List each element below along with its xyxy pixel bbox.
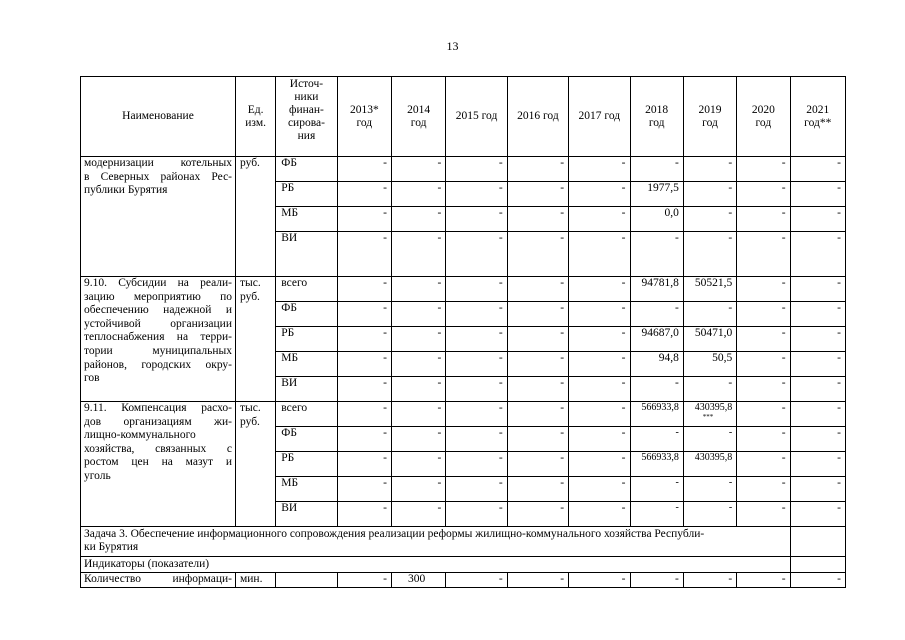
value-cell: - xyxy=(446,402,507,427)
value-cell: - xyxy=(337,573,391,588)
header-year-2017: 2017 год xyxy=(569,77,630,157)
value-cell: - xyxy=(337,232,391,277)
item-name-line: 9.11. Компенсация расхо- xyxy=(84,402,232,414)
value-cell: - xyxy=(569,427,630,452)
item-name-line: модернизации котельных xyxy=(84,157,232,169)
item-name-line: уголь xyxy=(84,469,111,482)
value-cell: - xyxy=(391,157,445,182)
value-cell: - xyxy=(737,502,790,527)
item-name xyxy=(81,277,236,402)
item-name-line: тории муниципальных xyxy=(84,344,232,357)
value-cell: - xyxy=(446,277,507,302)
value-cell: - xyxy=(507,427,568,452)
item-name xyxy=(81,157,236,277)
value-cell: - xyxy=(507,573,568,588)
funding-source: РБ xyxy=(276,452,337,477)
value-cell: - xyxy=(337,452,391,477)
value-cell: - xyxy=(790,477,845,502)
funding-source: ВИ xyxy=(276,377,337,402)
value-cell: - xyxy=(337,352,391,377)
value-cell: - xyxy=(391,502,445,527)
value-cell: 566933,8 xyxy=(630,402,683,427)
value-cell: - xyxy=(569,232,630,277)
value-cell: - xyxy=(683,232,736,277)
footnote-mark: *** xyxy=(702,413,714,421)
task-row xyxy=(81,527,846,557)
value-cell: - xyxy=(507,232,568,277)
value-cell: 50521,5 xyxy=(683,277,736,302)
item-name-line: дов организациям жи- xyxy=(84,415,232,428)
value-cell: - xyxy=(790,573,845,588)
value-cell: - xyxy=(737,207,790,232)
value-cell: - xyxy=(737,157,790,182)
value-cell: - xyxy=(507,327,568,352)
value-cell: - xyxy=(630,573,683,588)
value-cell: - xyxy=(391,207,445,232)
header-year-2019: 2019 год xyxy=(683,77,736,157)
value-cell: - xyxy=(569,377,630,402)
value-cell: - xyxy=(446,427,507,452)
header-year-2018: 2018 год xyxy=(630,77,683,157)
value-cell: - xyxy=(337,157,391,182)
value-cell: - xyxy=(630,377,683,402)
value-cell: - xyxy=(569,573,630,588)
value-cell: - xyxy=(737,377,790,402)
funding-source: ФБ xyxy=(276,427,337,452)
value-cell: - xyxy=(630,232,683,277)
value-cell: - xyxy=(683,573,736,588)
value-cell: - xyxy=(337,327,391,352)
item-name-line: ростом цен на мазут и xyxy=(84,456,232,469)
funding-source: ФБ xyxy=(276,157,337,182)
value-cell: - xyxy=(337,502,391,527)
item-unit: мин. xyxy=(236,573,276,588)
header-unit: Ед. изм. xyxy=(236,77,276,157)
value-cell: - xyxy=(683,207,736,232)
value-cell: - xyxy=(569,402,630,427)
value-cell: - xyxy=(790,157,845,182)
header-year-2014: 2014 год xyxy=(391,77,445,157)
funding-source: МБ xyxy=(276,477,337,502)
item-name-line: зацию мероприятию по xyxy=(84,290,232,303)
funding-source xyxy=(276,573,337,588)
item-name-line: хозяйства, связанных с xyxy=(84,442,232,455)
funding-source: ФБ xyxy=(276,302,337,327)
value-cell: - xyxy=(337,402,391,427)
item-name: Количество информаци- xyxy=(81,573,236,588)
funding-source: РБ xyxy=(276,327,337,352)
value-cell: - xyxy=(737,182,790,207)
item-unit: руб. xyxy=(236,157,276,277)
value-cell: - xyxy=(683,377,736,402)
value-cell: - xyxy=(683,502,736,527)
funding-source: всего xyxy=(276,277,337,302)
value-cell: - xyxy=(790,502,845,527)
value-cell: - xyxy=(446,182,507,207)
value-cell: - xyxy=(446,477,507,502)
value-cell: 300 xyxy=(391,573,445,588)
item-name-line: лищно-коммунального xyxy=(84,429,196,442)
value-cell: - xyxy=(337,377,391,402)
table-row xyxy=(81,402,846,427)
item-name-line: гов xyxy=(84,372,100,385)
value-cell: - xyxy=(569,477,630,502)
value-cell: - xyxy=(683,157,736,182)
value-cell: - xyxy=(569,327,630,352)
item-unit: тыс. руб. xyxy=(236,277,276,402)
value-cell: - xyxy=(569,352,630,377)
header-year-2020: 2020 год xyxy=(737,77,790,157)
value-cell: 94,8 xyxy=(630,352,683,377)
value-cell: - xyxy=(446,157,507,182)
value-cell: - xyxy=(569,277,630,302)
header-name: Наименование xyxy=(81,77,236,157)
value-cell: - xyxy=(391,477,445,502)
value-cell: - xyxy=(569,157,630,182)
value-cell: - xyxy=(337,182,391,207)
value-cell: - xyxy=(569,302,630,327)
value-cell: - xyxy=(337,477,391,502)
value-cell: - xyxy=(737,277,790,302)
task-title: Задача 3. Обеспечение информационного сопровождения реализации реформы жилищно-коммунального хозяйства Республи- ки Бурятия xyxy=(81,527,791,557)
value-cell: - xyxy=(630,477,683,502)
value-cell: - xyxy=(737,402,790,427)
value-cell: - xyxy=(446,232,507,277)
value-cell: 430395,8 xyxy=(683,452,736,477)
value-cell: - xyxy=(790,452,845,477)
value-cell: - xyxy=(391,277,445,302)
value-cell: - xyxy=(391,452,445,477)
value-cell: - xyxy=(790,182,845,207)
header-year-2013: 2013* год xyxy=(337,77,391,157)
item-name-line: публики Бурятия xyxy=(84,184,168,197)
item-name-line: 9.10. Субсидии на реали- xyxy=(84,277,232,289)
value-cell: - xyxy=(790,277,845,302)
value-cell: - xyxy=(391,402,445,427)
value-cell: - xyxy=(790,427,845,452)
value-cell: - xyxy=(569,182,630,207)
value-cell: - xyxy=(683,302,736,327)
value-cell: - xyxy=(790,377,845,402)
value-cell: - xyxy=(507,157,568,182)
value-cell: - xyxy=(790,327,845,352)
value-cell: - xyxy=(446,502,507,527)
value-cell: - xyxy=(683,182,736,207)
value-cell: - xyxy=(337,302,391,327)
value-cell: - xyxy=(507,352,568,377)
value-cell: - xyxy=(446,352,507,377)
value-cell: - xyxy=(790,207,845,232)
value-cell: - xyxy=(446,207,507,232)
value-cell: - xyxy=(737,327,790,352)
value-cell: - xyxy=(737,452,790,477)
program-table xyxy=(80,76,846,588)
value-cell: - xyxy=(507,207,568,232)
value-cell: - xyxy=(737,302,790,327)
value-cell: 94687,0 xyxy=(630,327,683,352)
value-cell: 94781,8 xyxy=(630,277,683,302)
value-cell: - xyxy=(569,452,630,477)
value-cell: - xyxy=(507,182,568,207)
value-cell: - xyxy=(337,207,391,232)
value-cell: - xyxy=(737,232,790,277)
page-number: 13 xyxy=(446,39,459,53)
value-cell: - xyxy=(630,157,683,182)
value-cell: 430395,8 *** xyxy=(683,402,736,427)
value-cell: - xyxy=(737,352,790,377)
value-cell: 50,5 xyxy=(683,352,736,377)
value-cell: - xyxy=(507,477,568,502)
item-name-line: обеспечению надежной и xyxy=(84,304,232,317)
value-cell: - xyxy=(446,377,507,402)
header-row xyxy=(81,77,846,157)
indicators-label: Индикаторы (показатели) xyxy=(81,557,791,573)
value-cell: - xyxy=(507,402,568,427)
value-cell: - xyxy=(507,302,568,327)
value-cell: - xyxy=(737,477,790,502)
value-cell: - xyxy=(446,327,507,352)
table-row xyxy=(81,157,846,182)
item-name-line: устойчивой организации xyxy=(84,317,232,330)
value-cell: - xyxy=(737,427,790,452)
value-cell: - xyxy=(337,277,391,302)
value-cell: - xyxy=(391,327,445,352)
value-cell: - xyxy=(507,277,568,302)
value-cell: - xyxy=(391,352,445,377)
value-cell: - xyxy=(391,427,445,452)
header-source: Источ- ники финан- сирова- ния xyxy=(276,77,337,157)
value-cell: - xyxy=(507,452,568,477)
value-cell: - xyxy=(391,182,445,207)
value-cell: - xyxy=(391,377,445,402)
value-cell: - xyxy=(683,427,736,452)
item-name-line: теплоснабжения на терри- xyxy=(84,331,232,344)
value-cell: - xyxy=(630,427,683,452)
table-row xyxy=(81,277,846,302)
funding-source: всего xyxy=(276,402,337,427)
item-unit: тыс. руб. xyxy=(236,402,276,527)
value-cell: 566933,8 xyxy=(630,452,683,477)
value-cell: 0,0 xyxy=(630,207,683,232)
funding-source: МБ xyxy=(276,352,337,377)
value-cell: - xyxy=(790,352,845,377)
value-cell: - xyxy=(446,302,507,327)
funding-source: ВИ xyxy=(276,232,337,277)
value-cell: 1977,5 xyxy=(630,182,683,207)
value-cell: - xyxy=(337,427,391,452)
item-name xyxy=(81,402,236,527)
value-cell: - xyxy=(569,207,630,232)
value-cell: - xyxy=(630,302,683,327)
value-cell: - xyxy=(790,302,845,327)
value-cell: - xyxy=(790,232,845,277)
item-name-line: в Северных районах Рес- xyxy=(84,170,232,183)
header-year-2016: 2016 год xyxy=(507,77,568,157)
value-cell: - xyxy=(737,573,790,588)
value-cell: - xyxy=(446,573,507,588)
value-cell: - xyxy=(569,502,630,527)
funding-source: ВИ xyxy=(276,502,337,527)
value-cell: - xyxy=(507,502,568,527)
header-year-2021: 2021 год** xyxy=(790,77,845,157)
value-cell: 50471,0 xyxy=(683,327,736,352)
table-row xyxy=(81,573,846,588)
value-cell: - xyxy=(507,377,568,402)
value-cell: - xyxy=(683,477,736,502)
value-cell: - xyxy=(630,502,683,527)
value-cell: - xyxy=(790,402,845,427)
header-year-2015: 2015 год xyxy=(446,77,507,157)
indicators-row xyxy=(81,557,846,573)
value-cell: - xyxy=(446,452,507,477)
value-cell: - xyxy=(391,302,445,327)
funding-source: МБ xyxy=(276,207,337,232)
funding-source: РБ xyxy=(276,182,337,207)
value-cell: - xyxy=(391,232,445,277)
item-name-line: районов, городских окру- xyxy=(84,358,232,371)
